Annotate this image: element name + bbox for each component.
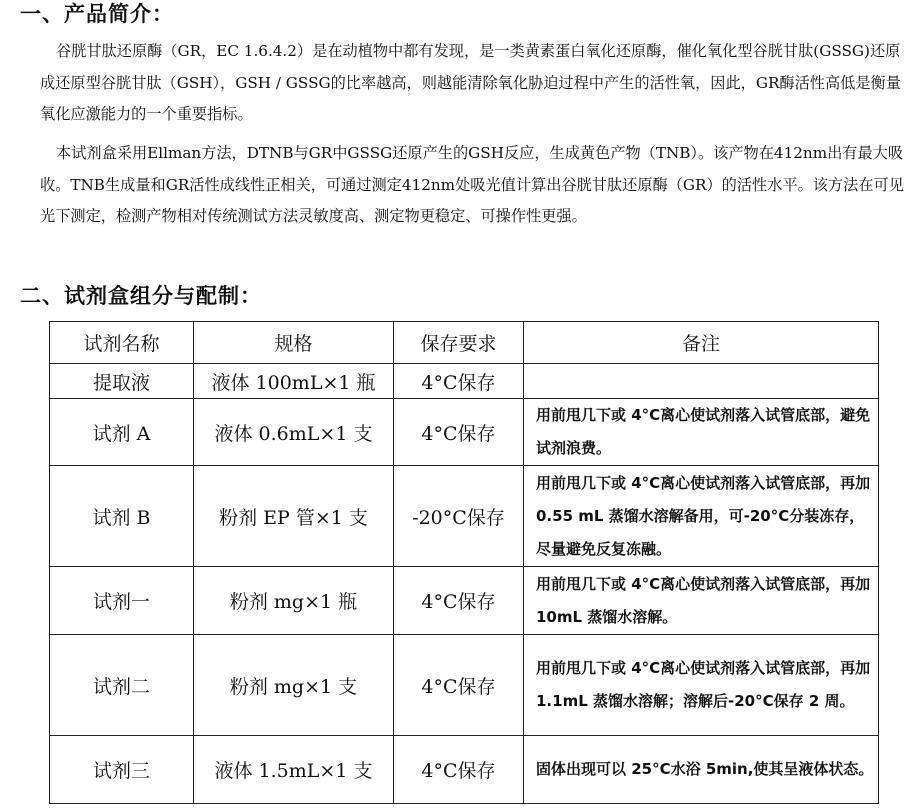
reagent-note: 固体出现可以 25°C水浴 5min,使其呈液体状态。 <box>524 736 879 804</box>
reagent-spec: 液体 100mL×1 瓶 <box>194 364 394 399</box>
header-name: 试剂名称 <box>50 322 194 364</box>
reagent-storage: 4°C保存 <box>394 364 524 399</box>
reagent-storage: 4°C保存 <box>394 635 524 736</box>
section-heading-components: 二、试剂盒组分与配制： <box>20 284 262 308</box>
reagent-name: 试剂 B <box>50 466 194 567</box>
reagent-name: 试剂 A <box>50 399 194 466</box>
table-row <box>50 364 879 399</box>
header-spec: 规格 <box>194 322 394 364</box>
reagent-spec: 粉剂 mg×1 瓶 <box>194 567 394 635</box>
table-row <box>50 466 879 567</box>
reagent-note: 用前甩几下或 4°C离心使试剂落入试管底部，再加 0.55 mL 蒸馏水溶解备用，可-20°C分装冻存，尽量避免反复冻融。 <box>524 466 879 567</box>
reagent-storage: 4°C保存 <box>394 399 524 466</box>
reagent-name: 试剂一 <box>50 567 194 635</box>
reagent-name: 试剂三 <box>50 736 194 804</box>
reagent-spec: 液体 0.6mL×1 支 <box>194 399 394 466</box>
method-paragraph: 本试剂盒采用Ellman方法，DTNB与GR中GSSG还原产生的GSH反应，生成黄色产物（TNB）。该产物在412nm出有最大吸收。TNB生成量和GR活性成线性正相关，可通过测定412nm处吸光值计算出谷胱甘肽还原酶（GR）的活性水平。该方法在可见光下测定，检测产物相对传统测试方法灵敏度高、测定物更稳定、可操作性更强。 <box>40 144 904 225</box>
reagent-storage: 4°C保存 <box>394 567 524 635</box>
reagent-name: 试剂二 <box>50 635 194 736</box>
section-heading-intro: 一、产品简介： <box>20 2 174 26</box>
table-row <box>50 567 879 635</box>
reagent-note: 用前甩几下或 4°C离心使试剂落入试管底部，避免试剂浪费。 <box>524 399 879 466</box>
reagent-spec: 液体 1.5mL×1 支 <box>194 736 394 804</box>
reagent-table <box>49 321 879 804</box>
reagent-name: 提取液 <box>50 364 194 399</box>
reagent-spec: 粉剂 EP 管×1 支 <box>194 466 394 567</box>
table-row <box>50 399 879 466</box>
reagent-storage: 4°C保存 <box>394 736 524 804</box>
reagent-note: 用前甩几下或 4°C离心使试剂落入试管底部，再加 10mL 蒸馏水溶解。 <box>524 567 879 635</box>
reagent-note: 用前甩几下或 4°C离心使试剂落入试管底部，再加 1.1mL 蒸馏水溶解；溶解后-20°C保存 2 周。 <box>524 635 879 736</box>
table-row <box>50 635 879 736</box>
table-row <box>50 736 879 804</box>
table-header-row <box>50 322 879 364</box>
reagent-storage: -20°C保存 <box>394 466 524 567</box>
intro-paragraph: 谷胱甘肽还原酶（GR，EC 1.6.4.2）是在动植物中都有发现，是一类黄素蛋白氧化还原酶，催化氧化型谷胱甘肽(GSSG)还原成还原型谷胱甘肽（GSH），GSH / GSSG的比率越高，则越能清除氧化胁迫过程中产生的活性氧，因此，GR酶活性高低是衡量氧化应激能力的一个重要指标。 <box>40 42 901 123</box>
reagent-note <box>524 364 879 399</box>
reagent-spec: 粉剂 mg×1 支 <box>194 635 394 736</box>
header-storage: 保存要求 <box>394 322 524 364</box>
header-note: 备注 <box>524 322 879 364</box>
